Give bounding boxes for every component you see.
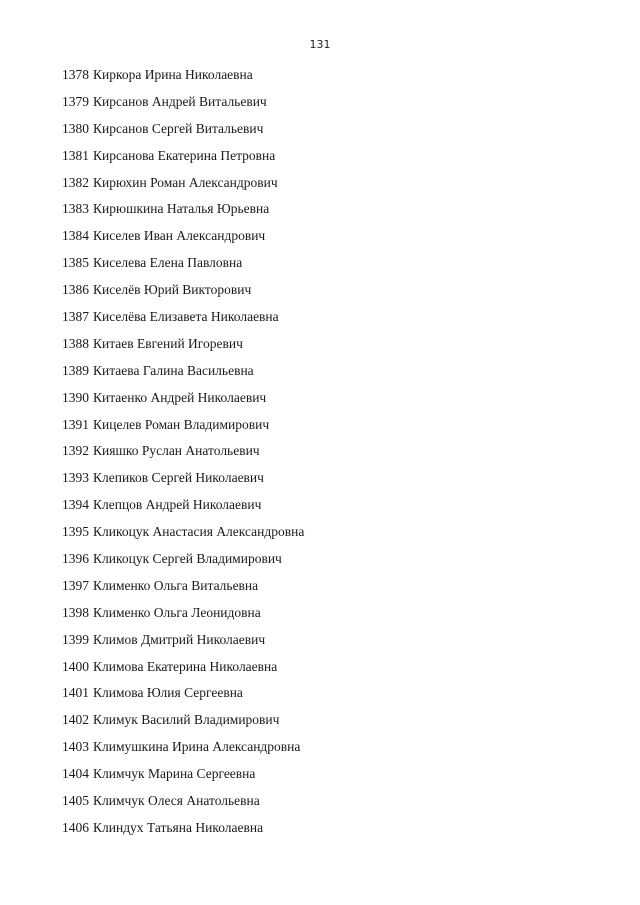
entry-number: 1387 — [62, 309, 89, 325]
list-item — [62, 147, 304, 174]
entry-name: Климушкина Ирина Александровна — [93, 739, 301, 755]
list-item — [62, 658, 304, 685]
entry-number: 1378 — [62, 67, 89, 82]
entry-name: Кликоцук Сергей Владимирович — [93, 551, 282, 567]
entry-name: Кирюшкина Наталья Юрьевна — [93, 201, 270, 217]
entry-number: 1398 — [62, 604, 89, 620]
list-item — [62, 604, 304, 631]
entry-name: Киселева Елена Павловна — [93, 255, 243, 271]
entry-name: Клименко Ольга Леонидовна — [93, 604, 261, 620]
name-list — [62, 66, 304, 846]
entry-name: Кирсанов Андрей Витальевич — [93, 93, 267, 109]
entry-name: Кицелев Роман Владимирович — [93, 416, 270, 432]
entry-number: 1392 — [62, 443, 89, 459]
page-number: 131 — [309, 38, 331, 51]
entry-name: Клиндух Татьяна Николаевна — [93, 819, 264, 835]
entry-number: 1388 — [62, 335, 89, 351]
entry-number: 1402 — [62, 712, 89, 728]
entry-number: 1399 — [62, 631, 89, 647]
list-item — [62, 550, 304, 577]
entry-number: 1393 — [62, 470, 89, 486]
list-item — [62, 496, 304, 523]
entry-name: Китаенко Андрей Николаевич — [93, 389, 267, 405]
list-item — [62, 120, 304, 147]
list-item — [62, 281, 304, 308]
entry-name: Клепиков Сергей Николаевич — [93, 470, 264, 486]
list-item — [62, 523, 304, 550]
entry-number: 1389 — [62, 362, 89, 378]
entry-name: Кирсанов Сергей Витальевич — [93, 120, 264, 136]
list-item — [62, 819, 304, 846]
entry-number: 1386 — [62, 282, 89, 298]
list-item — [62, 631, 304, 658]
entry-number: 1397 — [62, 577, 89, 593]
entry-number: 1394 — [62, 497, 89, 513]
entry-number: 1383 — [62, 201, 89, 217]
list-item — [62, 66, 304, 93]
list-item — [62, 362, 304, 389]
entry-name: Климчук Марина Сергеевна — [93, 766, 256, 782]
entry-name: Климов Дмитрий Николаевич — [93, 631, 266, 647]
list-item — [62, 335, 304, 362]
list-item — [62, 442, 304, 469]
entry-name: Китаев Евгений Игоревич — [93, 335, 243, 351]
entry-name: Кликоцук Анастасия Александровна — [93, 524, 305, 540]
entry-number: 1382 — [62, 174, 89, 190]
list-item — [62, 227, 304, 254]
list-item — [62, 254, 304, 281]
entry-number: 1384 — [62, 228, 89, 244]
entry-number: 1381 — [62, 147, 89, 163]
list-item — [62, 684, 304, 711]
list-item — [62, 792, 304, 819]
list-item — [62, 308, 304, 335]
entry-number: 1401 — [62, 685, 89, 701]
entry-name: Кирсанова Екатерина Петровна — [93, 147, 276, 163]
list-item — [62, 389, 304, 416]
list-item — [62, 93, 304, 120]
entry-number: 1404 — [62, 766, 89, 782]
entry-number: 1396 — [62, 551, 89, 567]
entry-name: Киселёв Юрий Викторович — [93, 282, 252, 298]
entry-number: 1379 — [62, 93, 89, 109]
entry-number: 1395 — [62, 524, 89, 540]
entry-number: 1405 — [62, 793, 89, 809]
entry-name: Клименко Ольга Витальевна — [93, 577, 259, 593]
entry-name: Киркора Ирина Николаевна — [93, 67, 253, 82]
entry-name: Кирюхин Роман Александрович — [93, 174, 278, 190]
entry-name: Кияшко Руслан Анатольевич — [93, 443, 260, 459]
entry-number: 1391 — [62, 416, 89, 432]
entry-number: 1390 — [62, 389, 89, 405]
entry-number: 1406 — [62, 819, 89, 835]
entry-number: 1380 — [62, 120, 89, 136]
list-item — [62, 469, 304, 496]
list-item — [62, 738, 304, 765]
entry-name: Климчук Олеся Анатольевна — [93, 793, 260, 809]
entry-number: 1400 — [62, 658, 89, 674]
entry-number: 1385 — [62, 255, 89, 271]
entry-number: 1403 — [62, 739, 89, 755]
list-item — [62, 765, 304, 792]
entry-name: Китаева Галина Васильевна — [93, 362, 254, 378]
list-item — [62, 200, 304, 227]
list-item — [62, 174, 304, 201]
entry-name: Климова Екатерина Николаевна — [93, 658, 278, 674]
entry-name: Климова Юлия Сергеевна — [93, 685, 243, 701]
entry-name: Киселев Иван Александрович — [93, 228, 266, 244]
list-item — [62, 711, 304, 738]
entry-name: Киселёва Елизавета Николаевна — [93, 309, 279, 325]
list-item — [62, 416, 304, 443]
list-item — [62, 577, 304, 604]
entry-name: Клепцов Андрей Николаевич — [93, 497, 262, 513]
entry-name: Климук Василий Владимирович — [93, 712, 280, 728]
